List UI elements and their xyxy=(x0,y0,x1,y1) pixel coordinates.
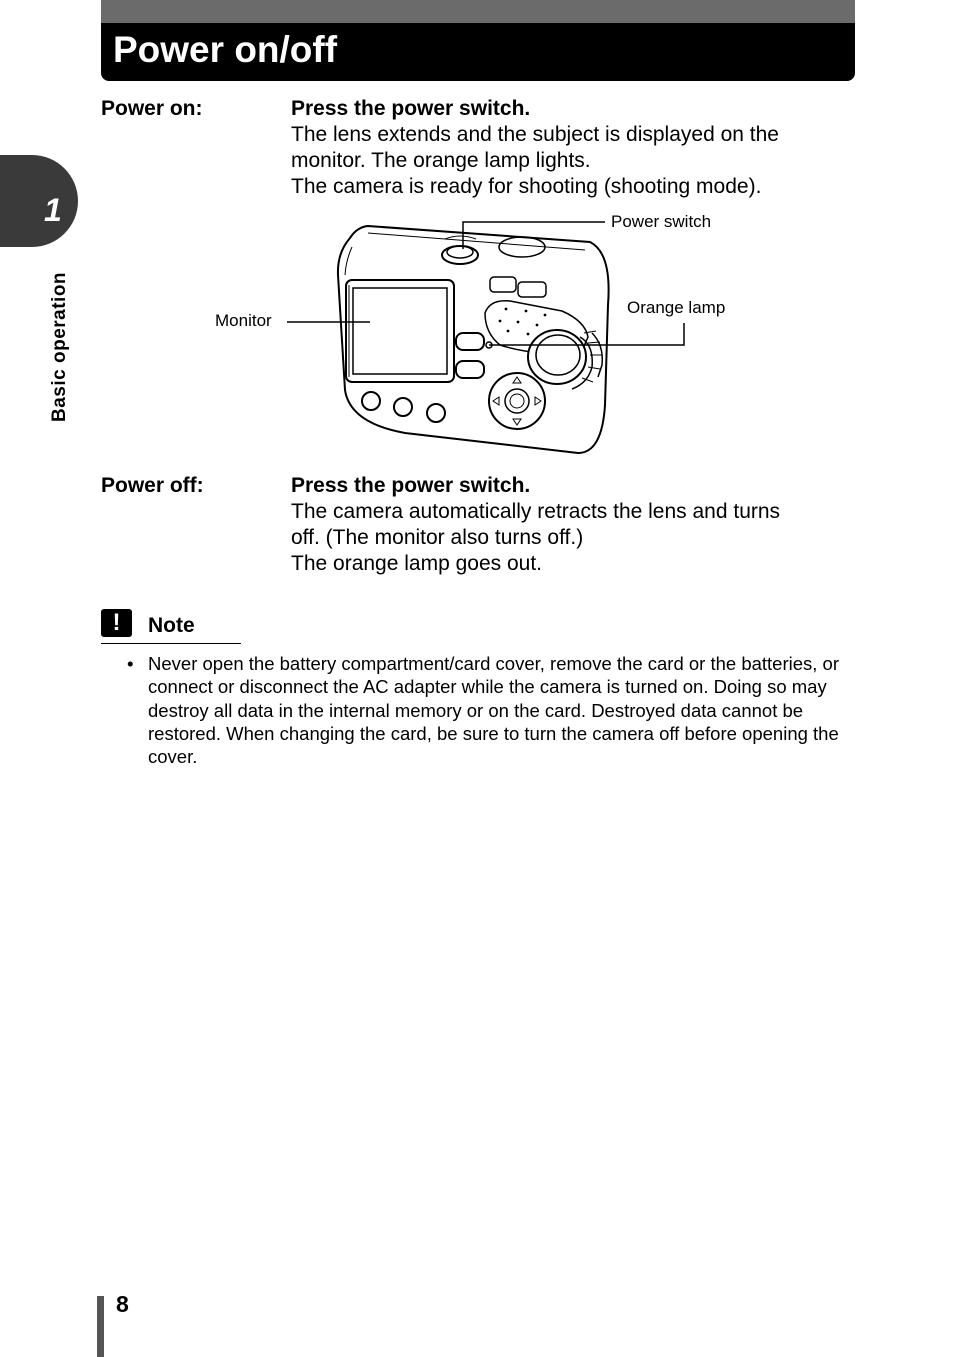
power-off-instruction: Press the power switch. xyxy=(291,474,531,497)
note-text: Never open the battery compartment/card cover, remove the card or the batteries, or connect or disconnect the AC adapter while the camera is turned on. Doing so may destroy all data in the internal memory or on the card. Destroyed data cannot be restored. When changing the card, be sure to turn the camera off before opening the cover. xyxy=(148,653,840,768)
chapter-number: 1 xyxy=(44,192,62,228)
power-on-line-2: monitor. The orange lamp lights. xyxy=(291,149,591,172)
power-on-line-3: The camera is ready for shooting (shooting mode). xyxy=(291,175,762,198)
power-off-line-1: The camera automatically retracts the lens and turns xyxy=(291,500,781,523)
note-list xyxy=(101,652,853,768)
list-item xyxy=(101,652,853,768)
bullet-icon: • xyxy=(127,653,134,674)
power-on-instruction: Press the power switch. xyxy=(291,97,531,120)
power-on-body xyxy=(291,96,851,200)
callout-monitor: Monitor xyxy=(215,311,272,330)
page-title: Power on/off xyxy=(113,29,338,70)
page-number-bar xyxy=(97,1296,104,1357)
power-off-line-2: off. (The monitor also turns off.) xyxy=(291,526,584,549)
power-off-label: Power off: xyxy=(101,474,204,497)
power-off-line-3: The orange lamp goes out. xyxy=(291,552,542,575)
power-on-label: Power on: xyxy=(101,97,203,120)
callout-orange-lamp: Orange lamp xyxy=(627,298,726,317)
camera-figure xyxy=(200,205,760,460)
title-top-strip xyxy=(101,0,855,23)
title-bar xyxy=(101,0,855,81)
note-title: Note xyxy=(148,614,195,637)
note-header xyxy=(101,609,241,644)
camera-illustration xyxy=(200,205,760,460)
power-off-body xyxy=(291,473,851,577)
power-on-line-1: The lens extends and the subject is displayed on the xyxy=(291,123,779,146)
callout-power-switch: Power switch xyxy=(611,212,712,231)
exclamation-icon: ! xyxy=(101,609,132,637)
chapter-label: Basic operation xyxy=(49,271,70,422)
page-number: 8 xyxy=(116,1291,129,1317)
